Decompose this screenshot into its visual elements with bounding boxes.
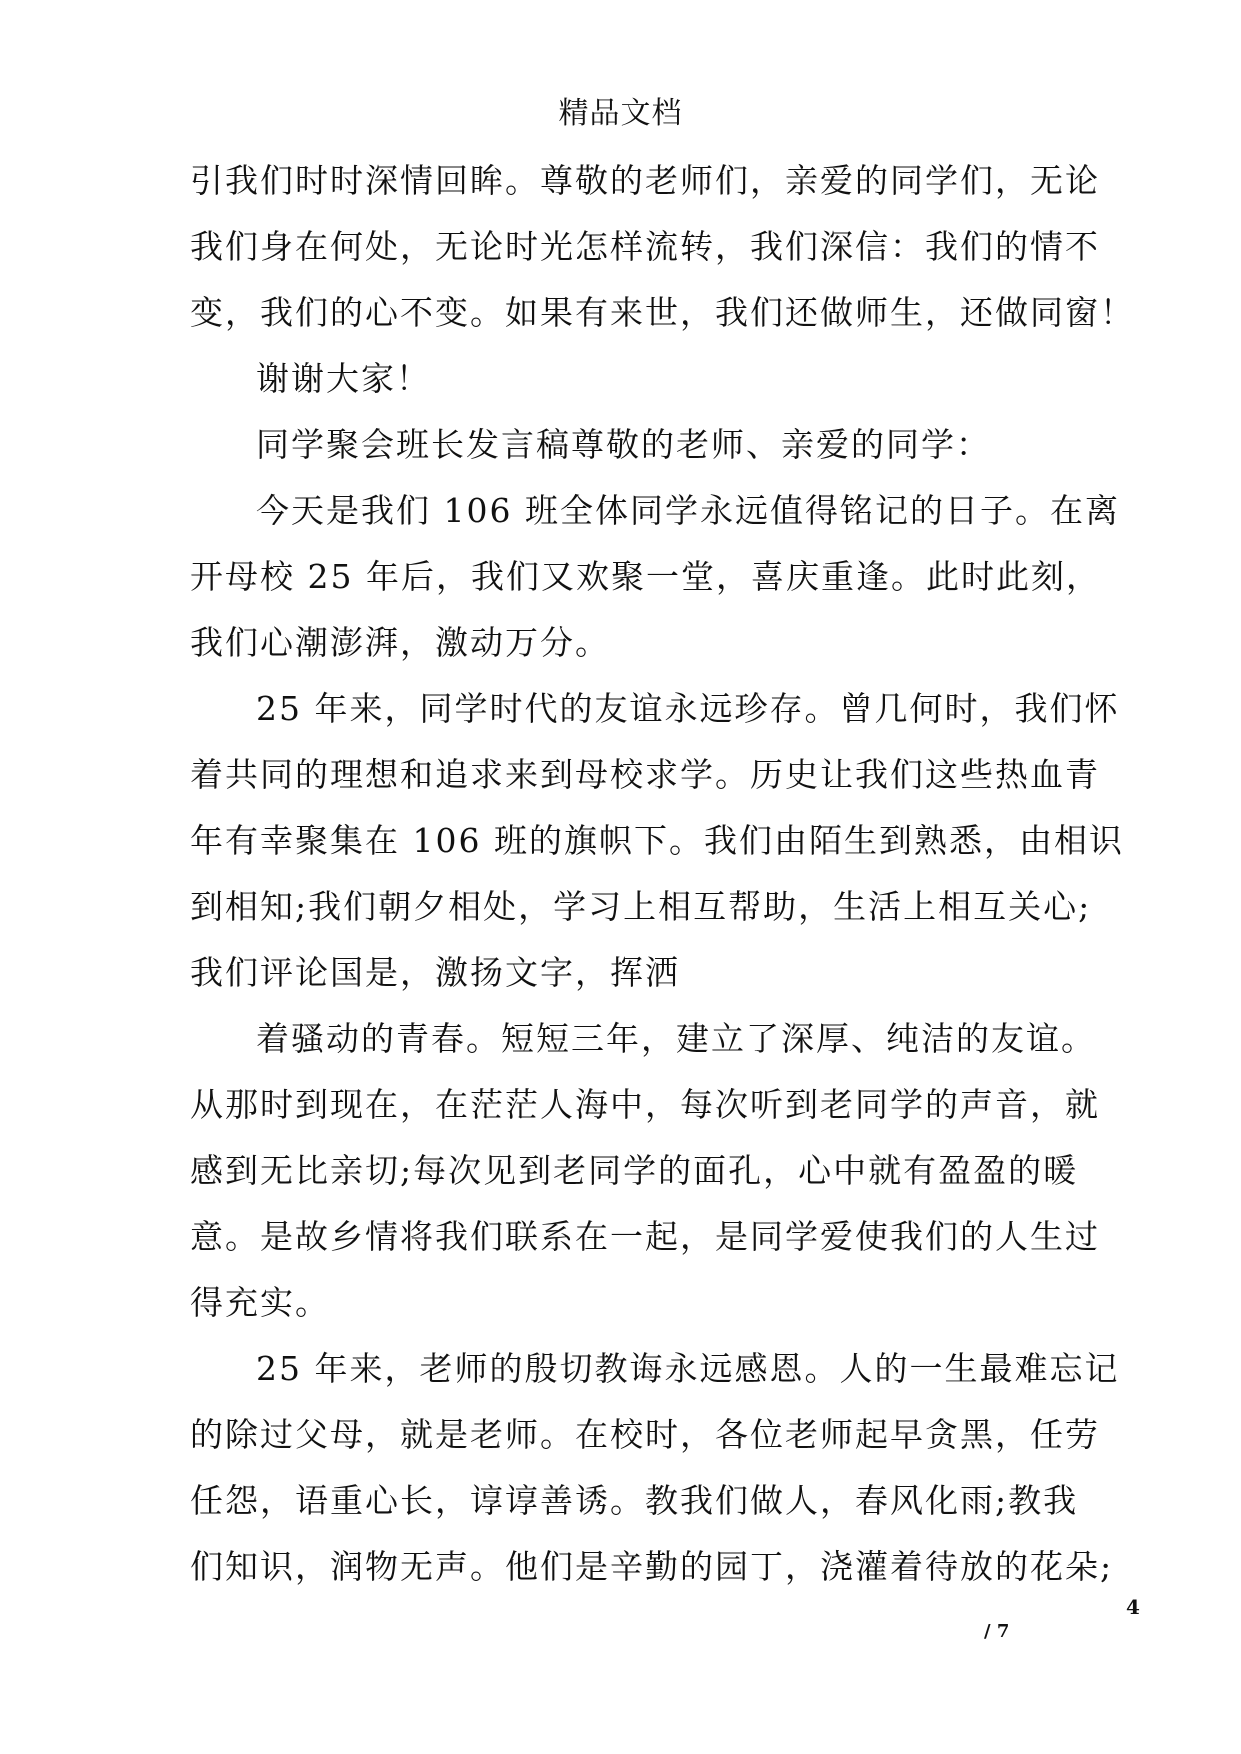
text-line: 到相知;我们朝夕相处，学习上相互帮助，生活上相互关心; <box>190 887 1092 926</box>
text-line: 今天是我们 106 班全体同学永远值得铭记的日子。在离 <box>256 491 1120 530</box>
text-line: 的除过父母，就是老师。在校时，各位老师起早贪黑，任劳 <box>190 1415 1100 1454</box>
text-line: 我们心潮澎湃，激动万分。 <box>190 623 610 662</box>
text-line: 25 年来，同学时代的友谊永远珍存。曾几何时，我们怀 <box>256 689 1120 728</box>
text-line: 开母校 25 年后，我们又欢聚一堂，喜庆重逢。此时此刻， <box>190 557 1101 596</box>
text-line: 得充实。 <box>190 1283 330 1322</box>
text-line: 着骚动的青春。短短三年，建立了深厚、纯洁的友谊。 <box>256 1019 1096 1058</box>
page-number: 4 <box>1126 1595 1140 1619</box>
text-line: 任怨，语重心长，谆谆善诱。教我们做人，春风化雨;教我 <box>190 1481 1079 1520</box>
text-line: 们知识，润物无声。他们是辛勤的园丁，浇灌着待放的花朵; <box>190 1547 1114 1586</box>
document-header-title: 精品文档 <box>558 96 683 131</box>
text-line: 25 年来，老师的殷切教诲永远感恩。人的一生最难忘记 <box>256 1349 1120 1388</box>
text-line: 年有幸聚集在 106 班的旗帜下。我们由陌生到熟悉，由相识 <box>190 821 1124 860</box>
text-line: 感到无比亲切;每次见到老同学的面孔，心中就有盈盈的暖 <box>190 1151 1079 1190</box>
text-line: 我们评论国是，激扬文字，挥洒 <box>190 953 680 992</box>
text-line: 变，我们的心不变。如果有来世，我们还做师生，还做同窗！ <box>190 293 1135 332</box>
text-line: 同学聚会班长发言稿尊敬的老师、亲爱的同学： <box>256 425 991 464</box>
text-line: 谢谢大家！ <box>256 359 431 398</box>
document-body <box>190 148 1135 1600</box>
text-line: 我们身在何处，无论时光怎样流转，我们深信：我们的情不 <box>190 227 1100 266</box>
text-line: 意。是故乡情将我们联系在一起，是同学爱使我们的人生过 <box>190 1217 1100 1256</box>
text-line: 引我们时时深情回眸。尊敬的老师们，亲爱的同学们，无论 <box>190 161 1100 200</box>
text-line: 从那时到现在，在茫茫人海中，每次听到老同学的声音，就 <box>190 1085 1100 1124</box>
page-total: / 7 <box>984 1621 1010 1642</box>
text-line: 着共同的理想和追求来到母校求学。历史让我们这些热血青 <box>190 755 1100 794</box>
